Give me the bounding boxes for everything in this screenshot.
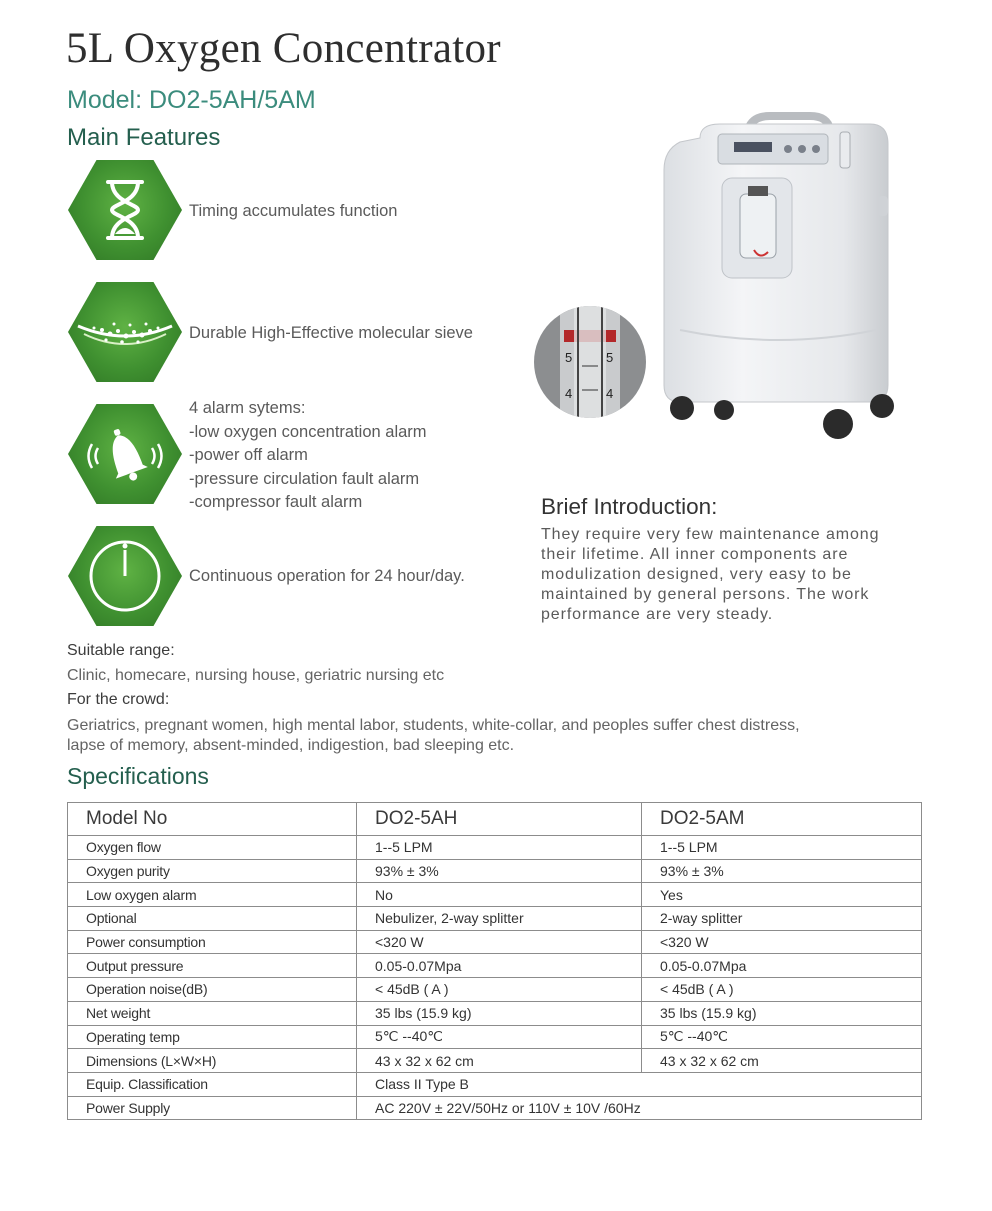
spec-label-cell: Power Supply	[68, 1096, 357, 1120]
spec-label-cell: Oxygen purity	[68, 859, 357, 883]
suitable-range-text: Clinic, homecare, nursing house, geriatric nursing etc	[67, 667, 445, 684]
spec-value-cell: 35 lbs (15.9 kg)	[357, 1001, 642, 1025]
brief-line: modulization designed, very easy to be	[541, 566, 852, 583]
brief-line: maintained by general persons. The work	[541, 586, 870, 603]
brief-line: They require very few maintenance among	[541, 526, 880, 543]
header-cell: Model No	[68, 803, 357, 836]
table-row	[68, 1049, 922, 1073]
spec-label-cell: Net weight	[68, 1001, 357, 1025]
table-row	[68, 1096, 922, 1120]
spec-value-cell: Class II Type B	[357, 1072, 922, 1096]
specifications-heading: Specifications	[67, 763, 209, 789]
table-row	[68, 907, 922, 931]
suitable-range-label: Suitable range:	[67, 642, 175, 659]
spec-value-cell: No	[357, 883, 642, 907]
molecular-sieve-icon	[68, 282, 182, 382]
spec-value-cell: 5℃ --40℃	[642, 1025, 922, 1049]
crowd-label: For the crowd:	[67, 691, 170, 708]
spec-value-cell: 43 x 32 x 62 cm	[357, 1049, 642, 1073]
alarm-item: -compressor fault alarm	[189, 493, 363, 511]
table-header-row	[68, 803, 922, 836]
alarm-item: -low oxygen concentration alarm	[189, 422, 427, 441]
brief-introduction-heading: Brief Introduction:	[541, 494, 718, 519]
flowmeter-mark: 4	[606, 386, 614, 401]
table-row	[68, 1025, 922, 1049]
header-cell: DO2-5AH	[357, 803, 642, 836]
spec-value-cell: 35 lbs (15.9 kg)	[642, 1001, 922, 1025]
table-row	[68, 1072, 922, 1096]
spec-label-cell: Low oxygen alarm	[68, 883, 357, 907]
oxygen-concentrator-image	[660, 110, 896, 445]
crowd-line: Geriatrics, pregnant women, high mental labor, students, white-collar, and peoples suffer chest distress,	[67, 717, 800, 734]
page-title: 5L Oxygen Concentrator	[66, 25, 501, 72]
spec-value-cell: 93% ± 3%	[642, 859, 922, 883]
spec-value-cell: < 45dB ( A )	[357, 978, 642, 1002]
table-row	[68, 883, 922, 907]
main-features-heading: Main Features	[67, 124, 221, 151]
brief-line: performance are very steady.	[541, 606, 774, 623]
spec-value-cell: 0.05-0.07Mpa	[642, 954, 922, 978]
hourglass-icon	[68, 160, 182, 260]
flowmeter-mark: 5	[565, 350, 573, 365]
clock-icon	[68, 526, 182, 626]
brief-introduction-text	[541, 525, 925, 625]
spec-label-cell: Dimensions (L×W×H)	[68, 1049, 357, 1073]
flowmeter-closeup-image	[534, 306, 646, 418]
spec-value-cell: Nebulizer, 2-way splitter	[357, 907, 642, 931]
spec-value-cell: 5℃ --40℃	[357, 1025, 642, 1049]
spec-value-cell: <320 W	[642, 930, 922, 954]
table-row	[68, 836, 922, 860]
spec-value-cell: < 45dB ( A )	[642, 978, 922, 1002]
spec-value-cell: 43 x 32 x 62 cm	[642, 1049, 922, 1073]
flowmeter-mark: 4	[565, 386, 573, 401]
alarm-item: -power off alarm	[189, 446, 308, 464]
alarm-item: -pressure circulation fault alarm	[189, 469, 420, 488]
feature-molecular-sieve: Durable High-Effective molecular sieve	[189, 324, 473, 342]
spec-label-cell: Output pressure	[68, 954, 357, 978]
crowd-text	[67, 716, 800, 756]
flowmeter-mark: 5	[606, 350, 614, 365]
table-row	[68, 930, 922, 954]
spec-label-cell: Oxygen flow	[68, 836, 357, 860]
feature-continuous-operation: Continuous operation for 24 hour/day.	[189, 567, 465, 585]
spec-value-cell: Yes	[642, 883, 922, 907]
spec-value-cell: 1--5 LPM	[357, 836, 642, 860]
spec-value-cell: <320 W	[357, 930, 642, 954]
table-row	[68, 978, 922, 1002]
feature-timing: Timing accumulates function	[189, 202, 398, 220]
table-row	[68, 1001, 922, 1025]
spec-value-cell: 1--5 LPM	[642, 836, 922, 860]
spec-value-cell: 2-way splitter	[642, 907, 922, 931]
spec-label-cell: Operation noise(dB)	[68, 978, 357, 1002]
alarm-heading: 4 alarm sytems:	[189, 399, 306, 417]
spec-label-cell: Equip. Classification	[68, 1072, 357, 1096]
alarm-bell-icon	[68, 404, 182, 504]
crowd-line: lapse of memory, absent-minded, indigestion, bad sleeping etc.	[67, 737, 515, 754]
table-row	[68, 859, 922, 883]
feature-alarm-list	[189, 397, 427, 515]
spec-label-cell: Operating temp	[68, 1025, 357, 1049]
spec-label-cell: Power consumption	[68, 930, 357, 954]
spec-value-cell: 93% ± 3%	[357, 859, 642, 883]
brief-line: their lifetime. All inner components are	[541, 546, 849, 563]
spec-value-cell: AC 220V ± 22V/50Hz or 110V ± 10V /60Hz	[357, 1096, 922, 1120]
table-row	[68, 954, 922, 978]
spec-label-cell: Optional	[68, 907, 357, 931]
model-subtitle: Model: DO2-5AH/5AM	[67, 86, 316, 114]
spec-value-cell: 0.05-0.07Mpa	[357, 954, 642, 978]
specifications-table	[67, 802, 922, 1120]
header-cell: DO2-5AM	[642, 803, 922, 836]
